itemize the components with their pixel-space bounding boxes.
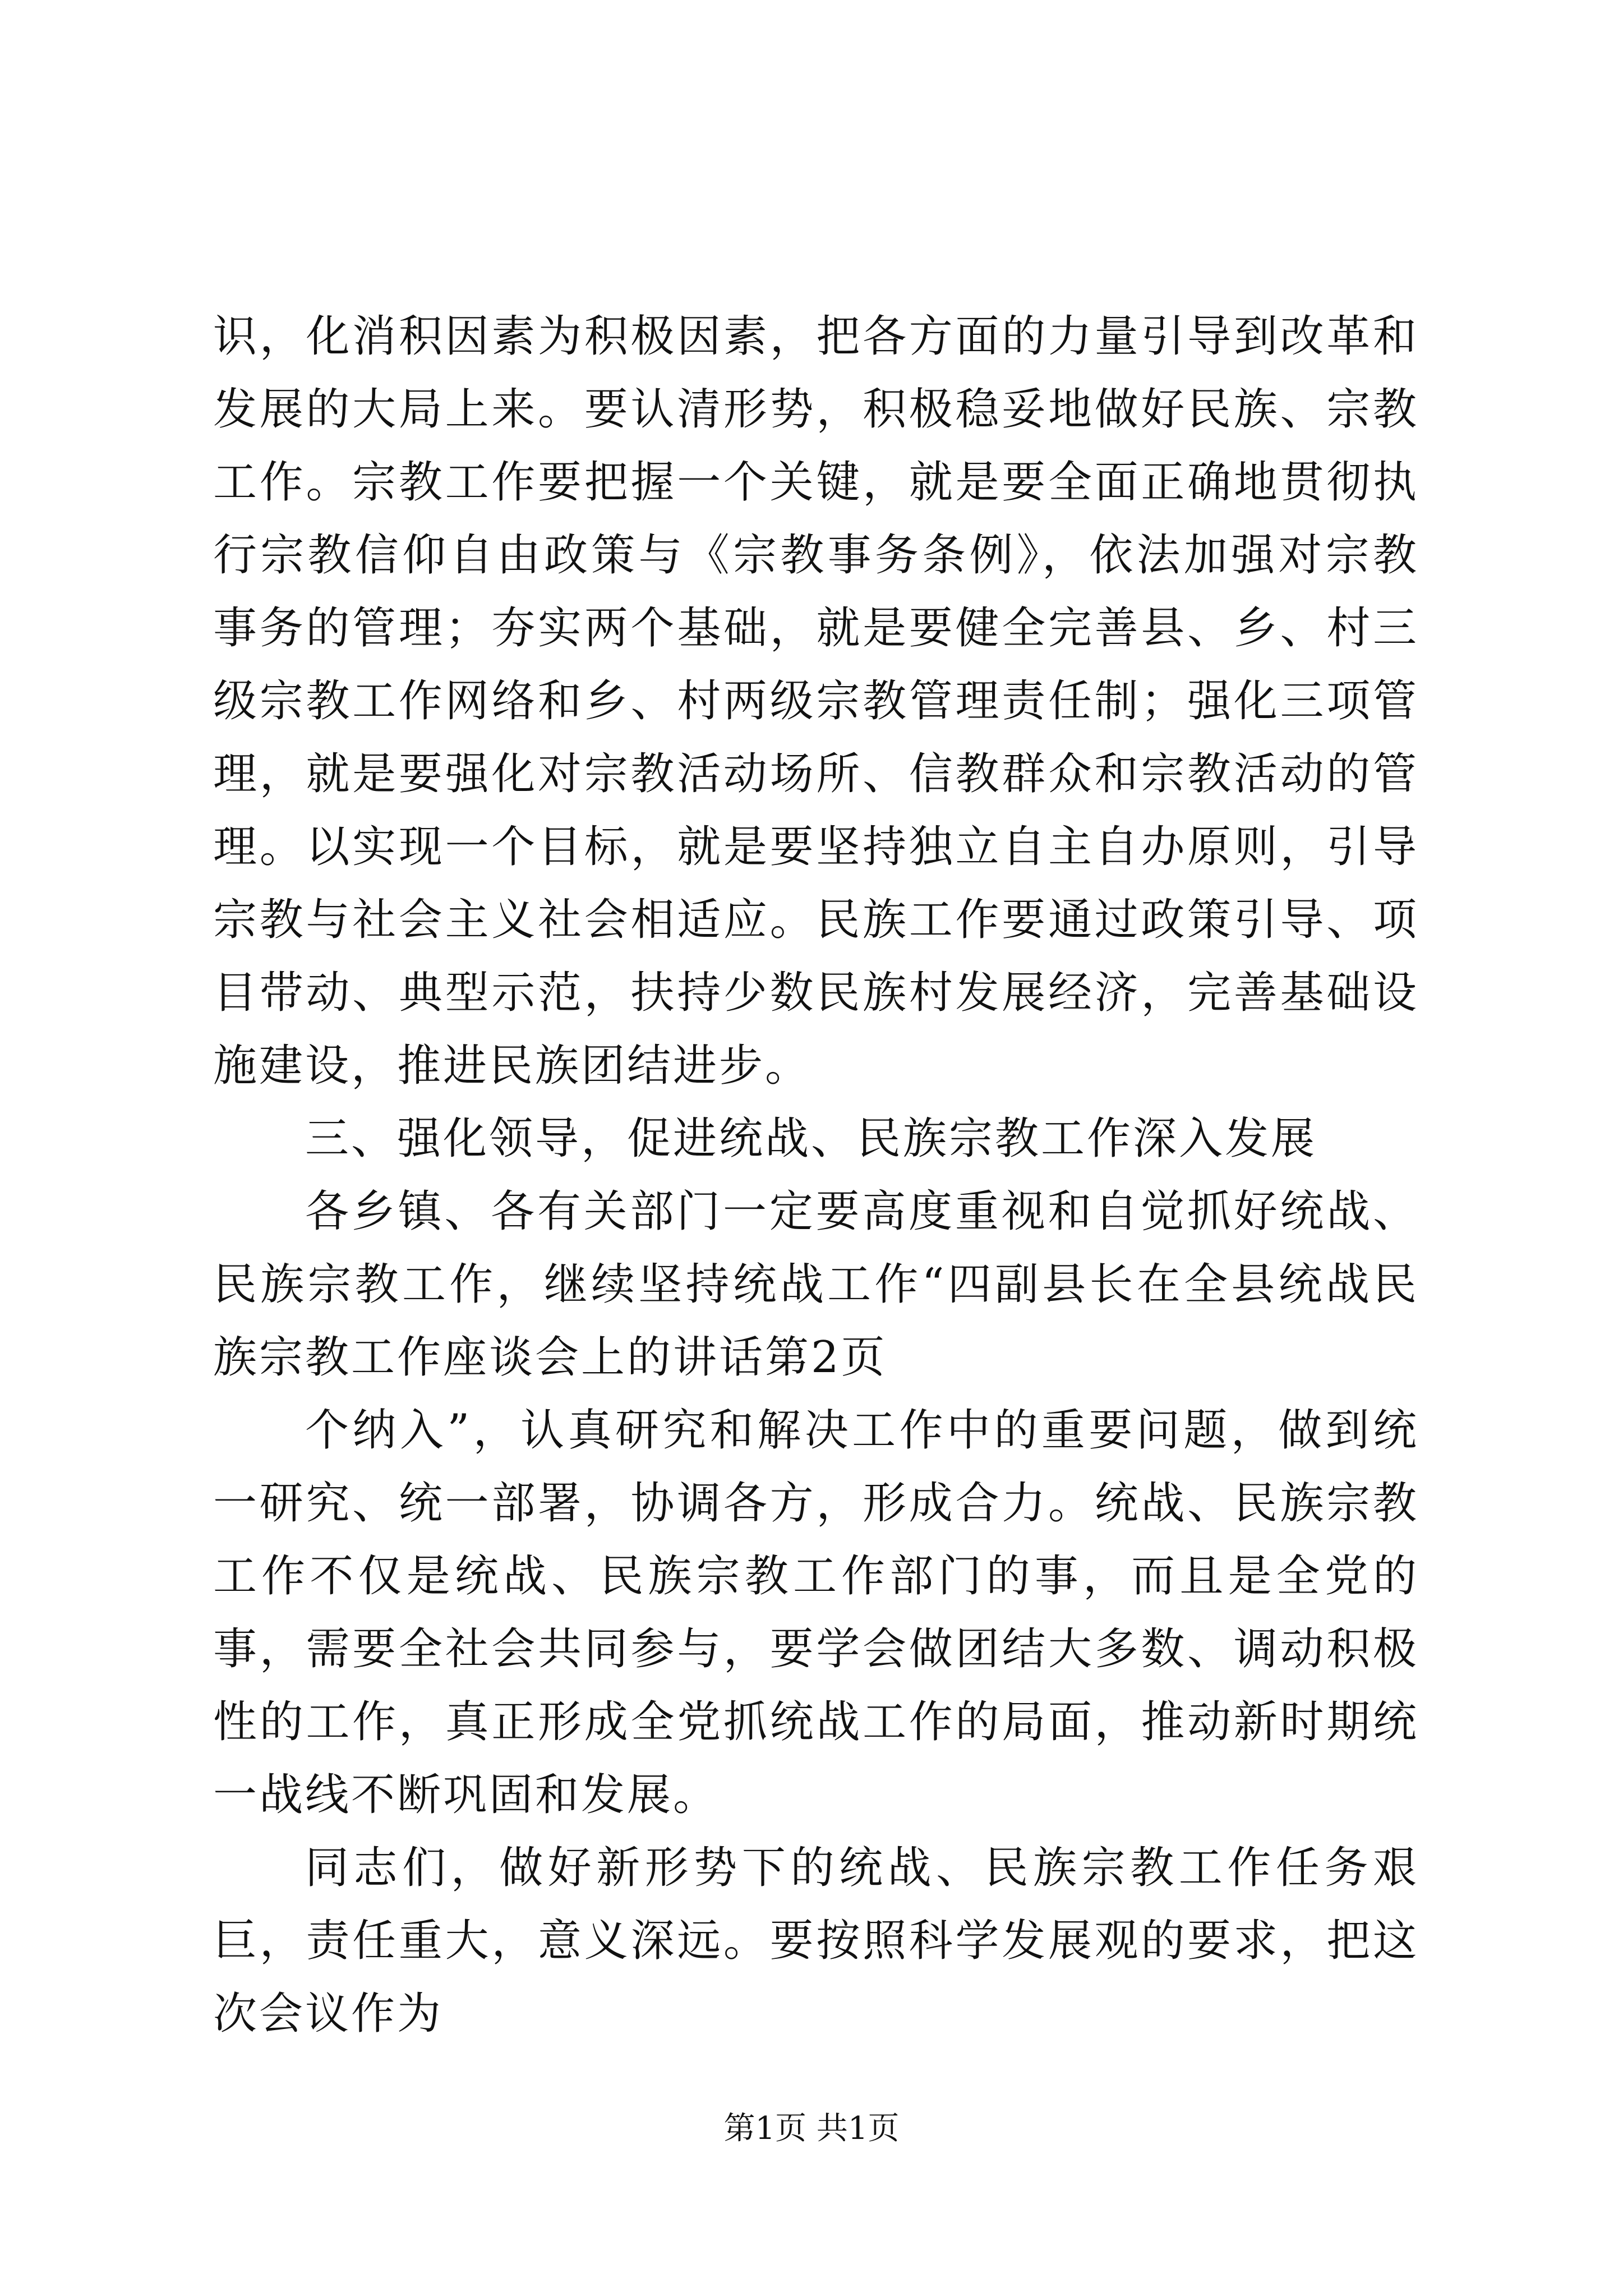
- paragraph-3: 个纳入”，认真研究和解决工作中的重要问题，做到统一研究、统一部署，协调各方，形成合力。统战、民族宗教工作不仅是统战、民族宗教工作部门的事，而且是全党的事，需要全社会共同参与，要学会做团结大多数、调动积极性的工作，真正形成全党抓统战工作的局面，推动新时期统一战线不断巩固和发展。: [213, 1405, 1419, 1820]
- section-heading: 三、强化领导，促进统战、民族宗教工作深入发展: [305, 1114, 1317, 1164]
- paragraph-2: 各乡镇、各有关部门一定要高度重视和自觉抓好统战、民族宗教工作，继续坚持统战工作“四副县长在全县统战民族宗教工作座谈会上的讲话第2页: [213, 1186, 1419, 1383]
- page-footer: 第1页 共1页: [723, 2110, 900, 2147]
- document-body: [213, 300, 1419, 2050]
- paragraph-1: 识，化消积因素为积极因素，把各方面的力量引导到改革和发展的大局上来。要认清形势，积极稳妥地做好民族、宗教工作。宗教工作要把握一个关键，就是要全面正确地贯彻执行宗教信仰自由政策与《宗教事务条例》，依法加强对宗教事务的管理；夯实两个基础，就是要健全完善县、乡、村三级宗教工作网络和乡、村两级宗教管理责任制；强化三项管理，就是要强化对宗教活动场所、信教群众和宗教活动的管理。以实现一个目标，就是要坚持独立自主自办原则，引导宗教与社会主义社会相适应。民族工作要通过政策引导、项目带动、典型示范，扶持少数民族村发展经济，完善基础设施建设，推进民族团结进步。: [213, 311, 1419, 1091]
- paragraph-4: 同志们，做好新形势下的统战、民族宗教工作任务艰巨，责任重大，意义深远。要按照科学发展观的要求，把这次会议作为: [213, 1843, 1419, 2039]
